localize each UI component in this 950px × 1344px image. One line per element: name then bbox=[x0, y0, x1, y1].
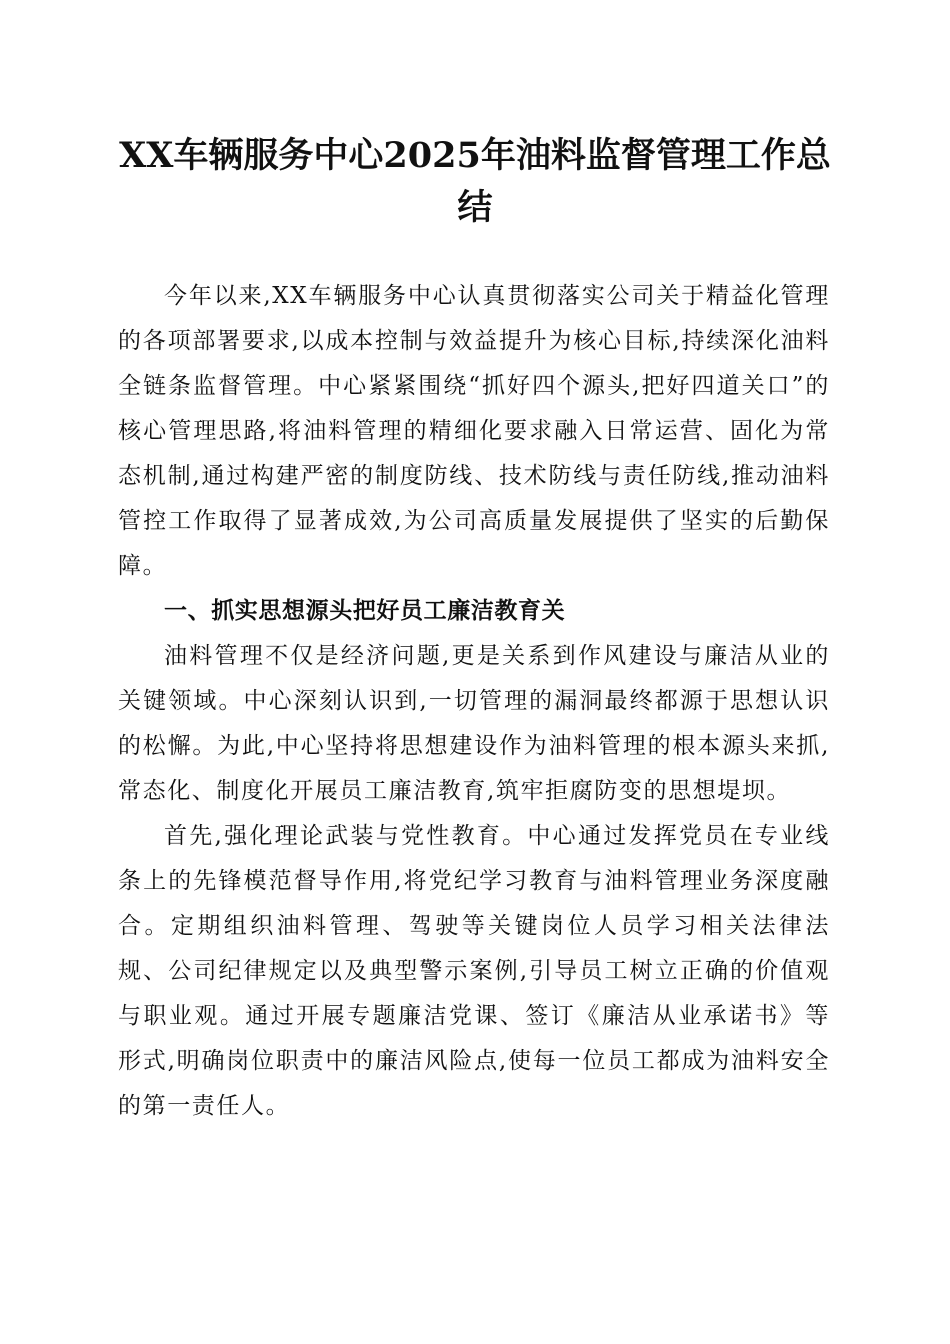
intro-paragraph: 今年以来,XX车辆服务中心认真贯彻落实公司关于精益化管理的各项部署要求,以成本控制与效益提升为核心目标,持续深化油料全链条监督管理。中心紧紧围绕“抓好四个源头,把好四道关口”的核心管理思路,将油料管理的精细化要求融入日常运营、固化为常态机制,通过构建严密的制度防线、技术防线与责任防线,推动油料管控工作取得了显著成效,为公司高质量发展提供了坚实的后勤保障。 bbox=[118, 283, 830, 579]
document-body bbox=[118, 274, 830, 1129]
section-paragraph-1: 油料管理不仅是经济问题,更是关系到作风建设与廉洁从业的关键领域。中心深刻认识到,一切管理的漏洞最终都源于思想认识的松懈。为此,中心坚持将思想建设作为油料管理的根本源头来抓,常态化、制度化开展员工廉洁教育,筑牢拒腐防变的思想堤坝。 bbox=[118, 643, 830, 804]
document-title: XX车辆服务中心2025年油料监督管理工作总结 bbox=[119, 135, 831, 228]
section-paragraph-2: 首先,强化理论武装与党性教育。中心通过发挥党员在专业线条上的先锋模范督导作用,将党纪学习教育与油料管理业务深度融合。定期组织油料管理、驾驶等关键岗位人员学习相关法律法规、公司纪律规定以及典型警示案例,引导员工树立正确的价值观与职业观。通过开展专题廉洁党课、签订《廉洁从业承诺书》等形式,明确岗位职责中的廉洁风险点,使每一位员工都成为油料安全的第一责任人。 bbox=[118, 823, 830, 1119]
section-heading: 一、抓实思想源头把好员工廉洁教育关 bbox=[164, 598, 566, 624]
